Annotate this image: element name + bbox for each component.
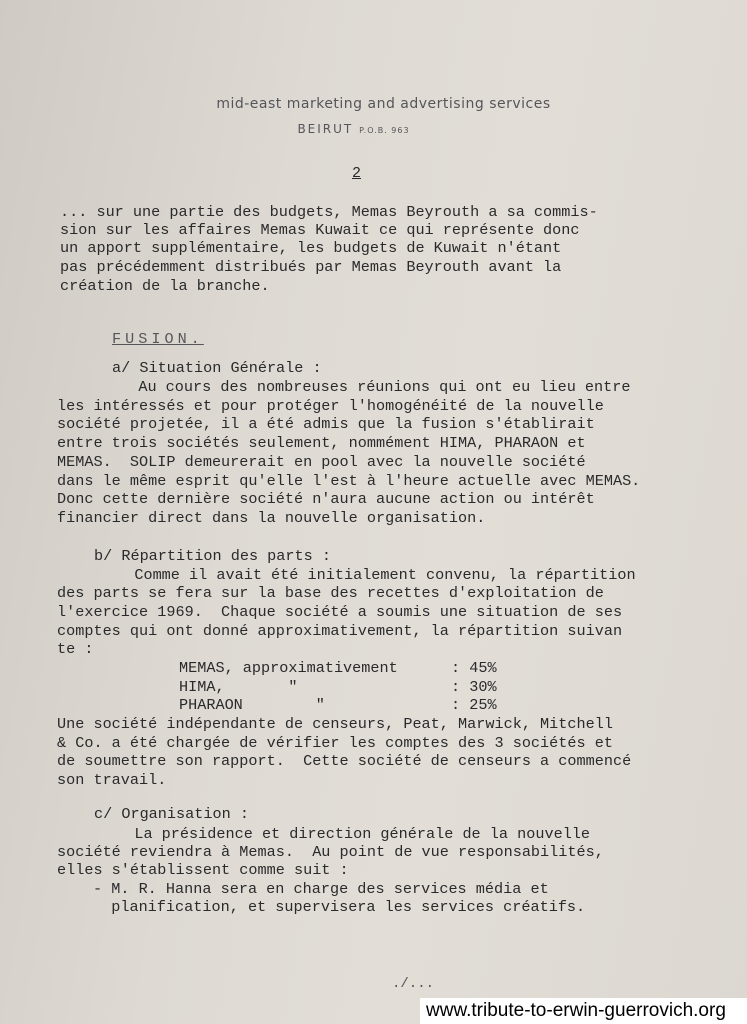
subsection-b-line: & Co. a été chargée de vérifier les comptes des 3 sociétés et: [57, 734, 613, 752]
subsection-b-line: Une société indépendante de censeurs, Peat, Marwick, Mitchell: [57, 715, 613, 733]
subsection-b-line: son travail.: [57, 771, 167, 789]
subsection-c-line: elles s'établissent comme suit :: [57, 861, 349, 879]
subsection-c-line: société reviendra à Memas. Au point de vue responsabilités,: [57, 843, 604, 861]
subsection-b-line: de soumettre son rapport. Cette société de censeurs a commencé: [57, 752, 632, 770]
subsection-b-line: l'exercice 1969. Chaque société a soumis une situation de ses: [57, 603, 623, 621]
letterhead-city: BEIRUT: [297, 122, 354, 136]
subsection-a-line: entre trois sociétés seulement, nommément HIMA, PHARAON et: [57, 434, 586, 452]
subsection-b-line: te :: [57, 640, 94, 658]
share-name: HIMA, ": [179, 678, 298, 696]
subsection-a-line: les intéressés et pour protéger l'homogénéité de la nouvelle: [57, 397, 604, 415]
subsection-c-line: La présidence et direction générale de la nouvelle: [107, 825, 591, 843]
letterhead-pob: P.O.B. 963: [359, 126, 410, 135]
intro-line: pas précédemment distribués par Memas Beyrouth avant la: [60, 258, 562, 276]
subsection-a-line: société projetée, il a été admis que la fusion s'établirait: [57, 415, 595, 433]
subsection-b-title: b/ Répartition des parts :: [94, 547, 331, 565]
share-value: : 45%: [451, 659, 497, 677]
share-name: MEMAS, approximativement: [179, 659, 398, 677]
subsection-a-line: MEMAS. SOLIP demeurerait en pool avec la nouvelle société: [57, 453, 586, 471]
letterhead-company: mid-east marketing and advertising services: [216, 96, 551, 112]
subsection-c-line: - M. R. Hanna sera en charge des services média et: [93, 880, 549, 898]
share-name: PHARAON ": [179, 696, 325, 714]
subsection-c-title: c/ Organisation :: [94, 805, 249, 823]
subsection-a-title: a/ Situation Générale :: [112, 359, 322, 377]
intro-line: ... sur une partie des budgets, Memas Beyrouth a sa commis-: [60, 203, 598, 221]
letterhead-address: [0, 122, 727, 136]
continuation-mark: ./...: [392, 976, 435, 992]
intro-line: sion sur les affaires Memas Kuwait ce qui représente donc: [60, 221, 580, 239]
subsection-b-line: des parts se fera sur la base des recettes d'exploitation de: [57, 584, 604, 602]
intro-line: création de la branche.: [60, 277, 270, 295]
page-number: 2: [352, 165, 362, 182]
subsection-b-line: comptes qui ont donné approximativement, la répartition suivan: [57, 622, 623, 640]
subsection-a-line: financier direct dans la nouvelle organisation.: [57, 509, 486, 527]
intro-line: un apport supplémentaire, les budgets de Kuwait n'étant: [60, 239, 562, 257]
subsection-c-line: planification, et supervisera les services créatifs.: [93, 898, 586, 916]
subsection-b-line: Comme il avait été initialement convenu, la répartition: [107, 566, 636, 584]
section-heading: FUSION.: [112, 330, 204, 348]
share-value: : 25%: [451, 696, 497, 714]
subsection-a-line: Au cours des nombreuses réunions qui ont eu lieu entre: [111, 378, 631, 396]
watermark-url: www.tribute-to-erwin-guerrovich.org: [420, 998, 747, 1024]
share-value: : 30%: [451, 678, 497, 696]
subsection-a-line: Donc cette dernière société n'aura aucune action ou intérêt: [57, 490, 595, 508]
subsection-a-line: dans le même esprit qu'elle l'est à l'heure actuelle avec MEMAS.: [57, 472, 641, 490]
